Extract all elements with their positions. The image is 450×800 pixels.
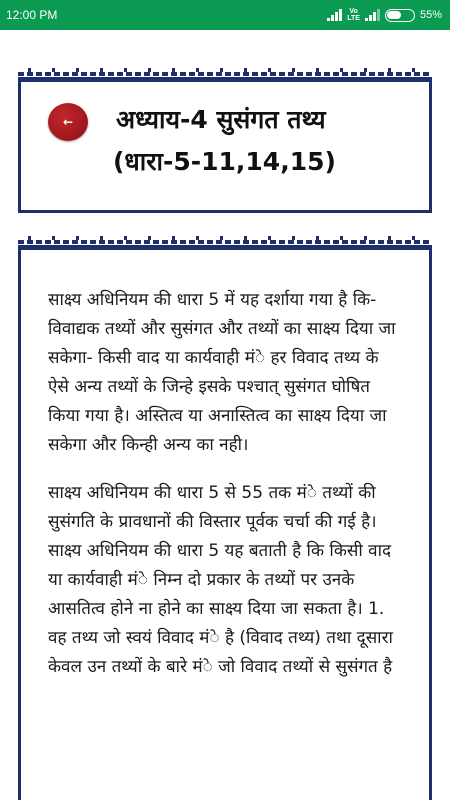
- ornament-border: [18, 240, 432, 250]
- volte-icon: Vo LTE: [347, 8, 360, 22]
- back-button[interactable]: [48, 103, 88, 141]
- article-body: [48, 286, 398, 701]
- status-bar: [0, 0, 450, 30]
- status-icons: [327, 8, 442, 22]
- page-title: अध्याय-4 सुसंगत तथ्य: [116, 105, 326, 134]
- page-subtitle: (धारा-5-11,14,15): [113, 147, 336, 176]
- ornament-border: [18, 72, 432, 82]
- back-arrow-icon: ←: [62, 115, 74, 129]
- signal-icon: [327, 9, 342, 21]
- paragraph: साक्ष्य अधिनियम की धारा 5 में यह दर्शाया गया है कि-विवाद्यक तथ्यों और सुसंगत और तथ्यों का साक्ष्य दिया जा सकेगा- किसी वाद या कार्यवाही मं◌े हर विवाद तथ्य के ऐसे अन्य तथ्यों के जिन्हे इसके पश्चात् सुसंगत घोषित किया गया है। अस्तित्व या अनास्तित्व का साक्ष्य दिया जा सकेगा और किन्ही अन्य का नही।: [48, 290, 396, 455]
- header-card: [18, 80, 432, 213]
- battery-percent: 55%: [419, 9, 442, 21]
- signal-icon: [365, 9, 380, 21]
- paragraph: साक्ष्य अधिनियम की धारा 5 से 55 तक मं◌े तथ्यों की सुसंगति के प्रावधानों की विस्तार पूर्वक चर्चा की गई है। साक्ष्य अधिनियम की धारा 5 यह बताती है कि किसी वाद या कार्यवाही मं◌े निम्न दो प्रकार के तथ्यों पर उनके आसतित्व होने ना होने का साक्ष्य दिया जा सकता है। 1. वह तथ्य जो स्वयं विवाद मं◌े है (विवाद तथ्य) तथा दूसारा केवल उन तथ्यों के बारे मं◌े जो विवाद तथ्यों से सुसंगत है: [48, 483, 393, 677]
- status-time: 12:00 PM: [6, 8, 58, 22]
- battery-icon: [385, 9, 415, 22]
- content-card: [18, 248, 432, 800]
